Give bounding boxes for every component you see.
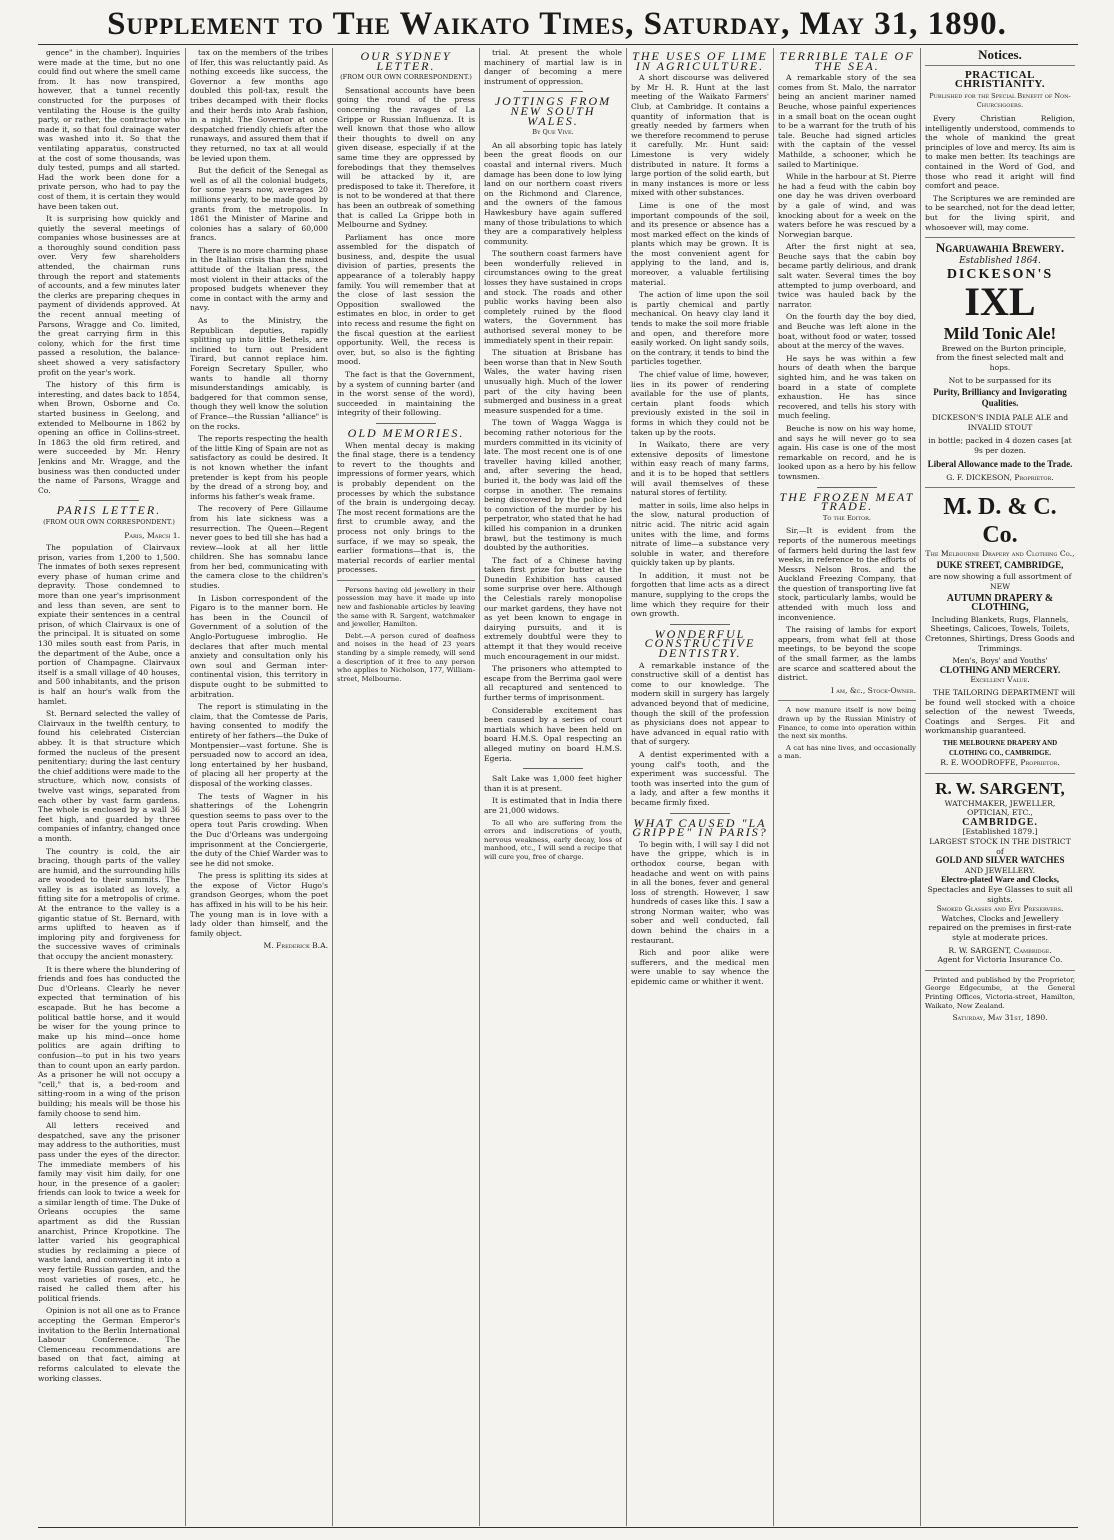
old-memories-heading: OLD MEMORIES. [347,425,465,440]
divider [523,768,583,769]
article-paragraph: To begin with, I will say I did not have the grippe, which is in orthodox course, began with headache and went on with pains in all the bones, fever and general loss of strength. However, I saw hundreds of cases like this. I saw a strong Norman waiter, who was sober and well conducted, fall down behind the chairs in a restaurant. [631,839,769,945]
article-paragraph: After the first night at sea, Beuche says that the cabin boy became partly delirious, and drank salt water. Several times the boy attempted to jump overboard, and twice was hauled back by the narrator. [778,242,916,309]
ad-text: Spectacles and Eye Glasses to suit all sights. [927,885,1073,904]
article-paragraph: The chief value of lime, however, lies in its power of rendering available for the use of plants, certain plant foods which previously existed in the soil in forms in which they could not be taken up by the roots. [631,370,769,437]
ad-text: [Established 1879.] [962,827,1038,837]
article-paragraph: St. Bernard selected the valley of Clairvaux in the twelfth century, to found his celebrated Cistercian abbey. It is that structure which formed the nucleus of the present penitentiary; during the last century the chief additions were made to the structure, which now, consists of twelve vast wings, separated from each other by vast farm gardens. The whole is enclosed by a wall 36 feet high, and guarded by three companies of infantry, changed once a month. [38,709,180,843]
article-paragraph: In Lisbon correspondent of the Figaro is to the manner born. He has been in the Council of Government of a solution of the Anglo-Portuguese imbroglio. He declares that after much mental anxiety and consultation only his own soul and German inter-continental vision, this territory in dispute ought to be submitted to arbitration. [190,593,328,699]
brewery-established: Established 1864. [959,255,1041,266]
article-paragraph: When mental decay is making the final stage, there is a tendency to revert to the thoughts and impressions of former years, which is probably dependent on the processes by which the substance of the brain is undergoing decay. The most recent formations are the first to crumble away, and the process not only brings to the surface, if we may so speak, the earlier formations—that is, the material records of earlier mental processes. [337,440,475,575]
ad-text: in bottle; packed in 4 dozen cases [at 9s per dozen. [928,436,1072,456]
column-divider [185,48,186,1526]
article-paragraph: A remarkable story of the sea comes from St. Malo, the narrator being an ancient mariner named Beuche, whose painful experiences in a small boat on the ocean ought to be a warrant for the truth of his tale. Beuche had signed articles with the captain of the vessel Mathilde, a schooner, which he sailed to Martinique. [778,73,916,169]
article-paragraph: The report is stimulating in the claim, that the Comtesse de Paris, having consented to modify the entirety of her fathers—the Duke of Montpensier—vast fortune. She is persuaded now to accord an idea, long entertained by her husband, of placing all her property at the disposal of the working classes. [190,702,328,788]
lime-heading: THE USES OF LIME IN AGRICULTURE. [632,49,768,73]
ad-text: R. W. SARGENT, Cambridge. [948,945,1052,955]
article-paragraph: The fact of a Chinese having taken first prize for butter at the Dunedin Exhibition has caused some surprise over here. Although the Celestials rarely monopolise our market gardens, they have not as yet been known to engage in dairying pursuits, and it is extremely doubtful were they to attempt it that they would receive much encouragement in our midst. [484,555,622,661]
footer-rule [38,1527,1078,1528]
article-paragraph: The reports respecting the health of the little King of Spain are not as satisfactory as could be desired. It is not known whether the infant pretender is kept from his people by the dread of a strong boy, and informs his father's weak frame. [190,434,328,501]
ad-text: Excellent Value. [970,675,1030,685]
article-paragraph: A short discourse was delivered by Mr H. R. Hunt at the last meeting of the Waikato Farmers' Club, at Cambridge. It contains a quantity of information that is greatly needed by farmers when we therefore recommend to peruse it carefully. Mr. Hunt said: Limestone is very widely distributed in nature. It forms a large portion of the solid earth, but in many instances is more or less mixed with other substances. [631,73,769,198]
ad-text-bold: Purity, Brilliancy and Invigorating Qualities. [933,387,1067,409]
ad-text: DICKESON'S INDIA PALE ALE and INVALID STOUT [931,413,1069,432]
ad-text-bold: GOLD AND SILVER WATCHES [935,855,1065,866]
column-2 [190,48,328,1526]
article-paragraph: While in the harbour at St. Pierre he had a feud with the cabin boy one day he was driven overboard by a gale of wind, and was knocking about for a week on the waters before he was rescued by a Norwegian barque. [778,172,916,239]
article-paragraph: He says he was within a few hours of death when the barque sighted him, and he was taken on board in a state of complete exhaustion. He has since recovered, and tells his story with much feeling. [778,353,916,421]
article-signature: M. Frederick B.A. [263,941,328,951]
ad-text-bold: Electro-plated Ware and Clocks, [940,874,1060,885]
ad-text: AND JEWELLERY. [964,865,1036,875]
column-divider [626,48,627,1526]
article-paragraph: The tests of Wagner in his shatterings of the Lohengrin question seems to pass over to the opera tout Paris crowding. When the Duc d'Orleans was undergoing imprisonment at the Conciergerie, the duty of the Chief Warder was to see he did not smoke. [190,791,328,868]
divider [925,773,1075,774]
frozen-meat-heading: THE FROZEN MEAT TRADE. [779,489,915,514]
article-signature: I am, &c., Stock-Owner. [830,685,916,695]
article-paragraph: trial. At present the whole machinery of martial law is in danger of becoming a mere instrument of oppression. [484,48,622,86]
practical-christianity-title: PRACTICAL CHRISTIANITY. [954,68,1046,91]
article-paragraph: tax on the members of the tribes of Ifer, this was reluctantly paid. As nothing exceeds like success, the Governor a few months ago doubled this poll-tax, result the tribes decamped with their flocks and their herds into Arab fashion, in a night. The Governor at once despatched friendly chiefs after the runaways, and assured them that if they returned, no tax at all would be levied upon them. [190,48,328,163]
notice-paragraph: The Scriptures we are reminded are to be searched, not for the dead letter, but for the living spirit, and whosoever will, may come. [925,193,1075,232]
ixl-logo-text: IXL [964,278,1036,324]
notice-paragraph: Persons having old jewellery in their possession may have it made up into new and fashionable articles by leaving the same with R. Sargent, watchmaker and jeweller, Hamilton. [337,585,475,629]
ad-text-bold: CLOTHING AND MERCERY. [939,664,1061,675]
sargent-title: R. W. SARGENT, [935,778,1065,798]
divider [670,813,730,814]
ad-text: Brewed on the Burton principle, from the finest selected malt and hops. [936,343,1067,373]
ad-text: of [996,846,1004,856]
divider [670,624,730,625]
sydney-letter-byline: (FROM OUR OWN CORRESPONDENT.) [340,73,472,82]
article-paragraph: As to the Ministry, the Republican deputies, rapidly splitting up into little Bethels, are inclined to turn out President Tirard, but cannot replace him. Foreign Secretary Spuller, who wants to handle all thorny misunderstandings amicably, is badgered for that common sense, though they well know the solution of France—the Russian "alliance" is on the rocks. [190,316,328,431]
mild-tonic-ale: Mild Tonic Ale! [943,323,1057,343]
divider [925,970,1075,971]
notice-paragraph: To all who are suffering from the errors and indiscretions of youth, nervous weakness, early decay, loss of manhood, etc., I will send a recipe that will cure you, free of charge. [484,818,622,861]
sydney-letter-heading: OUR SYDNEY LETTER. [360,49,452,73]
article-paragraph: There is no more charming phase in the Italian crisis than the mixed attitude of the Italian press, the most violent in their attacks of the proposed budgets whenever they come in contact with the army and navy. [190,245,328,313]
article-paragraph: It is there where the blundering of friends and foes has conducted the Duc d'Orleans. Clearly he never expected that termination of his escapade. But he has become a political battle horse, and it would be wiser for the young prince to make up his mind—once home politics are again drifting to confusion—to put in his two years than to count upon an early pardon. As a prisoner he will not occupy a "cell," that is, a bed-room and sitting-room in a wing of the prison building; his meals will be those his family choose to send him. [38,964,180,1118]
divider [376,423,436,424]
ad-text: Not to be surpassed for its [948,375,1052,385]
divider [925,65,1075,66]
article-paragraph: Rich and poor alike were sufferers, and the medical men were unable to say whence the epidemic came or whither it went. [631,948,769,987]
article-paragraph: The recovery of Pere Gillaume from his late sickness was a resurrection. The Queen—Regent never goes to bed till she has had a review—look at all her little children. She has somnabu lance from her bed, communicating with the camera close to the children's studies. [190,504,328,591]
article-paragraph: The country is cold, the air bracing, though parts of the valley are humid, and the surrounding hills are wooded to their summits. The valley is as isolated as lovely, a fitting site for a metropolis of crime. At the entrance to the valley is a gigantic statue of St. Bernard, with arms uplifted to heaven as if imploring pity and forgiveness for the successive waves of criminals that occupy the ancient monastery. [38,846,180,962]
ad-text: Including Blankets, Rugs, Flannels, Sheetings, Calicoes, Towels, Toilets, Cretonnes, Shirtings, Dress Goods and Trimmings. [925,614,1075,653]
article-paragraph: The fact is that the Government, by a system of cunning barter (and in the worst sense of the word), succeeded in maintaining the integrity of their following. [337,370,475,418]
ad-text: R. E. WOODROFFE, Proprietor. [940,758,1060,768]
sea-tale-heading: TERRIBLE TALE OF THE SEA. [779,49,915,73]
article-paragraph: Beuche is now on his way home, and says he will never go to sea again. His case is one of the most remarkable on record, and he is looked upon as a hero by his fellow townsmen. [778,423,916,481]
ad-text: The Melbourne Drapery and Clothing Co., [925,549,1075,559]
ad-text: NEW [990,582,1010,591]
masthead-title: Supplement to The Waikato Times, Saturday, May 31, 1890. [107,6,1007,42]
article-paragraph: In addition, it must not be forgotten that lime acts as a direct manure, supplying to the crops the lime which they require for their own growth. [631,570,769,619]
ad-text-bold: Liberal Allowance made to the Trade. [927,458,1073,469]
article-paragraph: Parliament has once more assembled for the dispatch of business, and, despite the usual division of parties, presents the appearance of a tolerably happy family. You will remember that at the close of last session the Opposition swallowed the estimates en bloc, in order to get into recess and resume the fight on the fiscal question at the earliest opportunity. Well, the recess is over, but, so also is the fighting mood. [337,232,475,367]
practical-christianity-sub: Published for the Special Benefit of Non-Churchgoers. [929,91,1071,110]
column-6 [778,48,916,1526]
ad-text-bold: THE MELBOURNE DRAPERY AND CLOTHING CO., CAMBRIDGE. [942,738,1058,757]
column-3 [337,48,475,1526]
masthead-rule [38,44,1078,45]
jottings-byline: By Que Vive. [532,128,574,137]
article-paragraph: matter in soils, lime also helps in the slow, natural production of nitric acid. The nitric acid again unites with the lime, and forms nitrate of lime—a substance very soluble in water, and therefore quickly taken up by plants. [631,500,769,568]
column-5 [631,48,769,1526]
article-paragraph: The history of this firm is interesting, and dates back to 1854, when Brown, Osborne and Co. started business in Geelong, and extended to Melbourne in 1862 by opening an office in Collins-street. In 1863 the old firm retired, and were succeeded by Mr. Henry Jenkins and Mr. Wragge, and the business was then conducted under the name of Parsons, Wragge and Co. [38,380,180,495]
ad-text: Men's, Boys' and Youths' [952,656,1048,666]
article-paragraph: Lime is one of the most important compounds of the soil, and its presence or absence has a most marked effect on the kinds of plants which may be grown. It is the most convenient agent for applying to the land, and is, moreover, a valuable fertilising material. [631,200,769,287]
mdc-logo-text: M. D. & C. Co. [943,494,1057,549]
article-paragraph: The situation at Brisbane has been worse than that in New South Wales, the water having risen unusually high. Much of the lower part of the city having been submerged and business in a great measure suspended for a time. [484,348,622,415]
ad-text-bold: CAMBRIDGE. [962,816,1038,828]
column-divider [332,48,333,1526]
divider [925,487,1075,488]
ad-text-bold: DUKE STREET, CAMBRIDGE, [936,559,1064,570]
ad-text: Watches, Clocks and Jewellery repaired on the premises in first-rate style at moderate prices. [928,913,1072,942]
article-paragraph: The population of Clairvaux prison, varies from 1,200 to 1,500. The inmates of both sexes represent every phase of human crime and depravity. Those condemned to more than one year's imprisonment and less than seven, are sent to expiate their sentences in a central prison, of which Clairvaux is one of the principal. It is situated on some 130 miles south east from Paris, in the department of the Aube, once a portion of Champagne. Clairvaux itself is a small village of 40 houses, and 500 inhabitants, and the prison is half an hour's walk from the hamlet. [38,543,180,706]
grippe-heading: WHAT CAUSED "LA GRIPPE" IN PARIS? [632,815,768,840]
article-paragraph: The press is splitting its sides at the expose of Victor Hugo's grandson Georges, whom the poet has affixed in his will to be his heir. The young man is in love with a lady older than himself, and the family object. [190,871,328,938]
article-paragraph: But the deficit of the Senegal as well as of all the colonial budgets, for some years now, averages 20 millions yearly, to be made good by grants from the metropolis. In 1861 the Minister of Marine and colonies has a salary of 60,000 francs. [190,166,328,243]
ad-text: Agent for Victoria Insurance Co. [937,955,1063,965]
column-divider [920,48,921,1526]
masthead [0,0,1114,46]
divider [79,500,139,501]
article-paragraph: gence" in the chamber). Inquiries were made at the time, but no one could find out where the smell came from. It has now transpired, however, that a tunnel recently constructed for the purposes of ventilating the House is the guilty party, or rather, the contractor who made it, so that foul drainage water was washed into it. So that the ventilating apparatus, constructed at the cost of some thousands, was duly tested, pumps and all started. Had the work been done for a private person, who had to pay the cost of them, it is certain they would have been taken out. [38,48,180,211]
article-paragraph: The town of Wagga Wagga is becoming rather notorious for the murders committed in its vicinity of late. The most recent one is of one traveller having killed another, and, after severing the head, buried it, the body was laid off the corpse in another. The remains being discovered by the police led to conviction of the murder by his perpetrator, who stated that he had killed his companion in a drunken brawl, but the testimony is much doubted by the authorities. [484,418,622,553]
imprint: Printed and published by the Proprietor, George Edgecumbe, at the General Printing Offices, Victoria-street, Hamilton, Waikato, New Zealand. [925,975,1075,1010]
ad-text: Smoked Glasses and Eye Preservers. [936,904,1064,914]
column-divider [479,48,480,1526]
divider [523,91,583,92]
article-paragraph: In Waikato, there are very extensive deposits of limestone within easy reach of many farms, and it is to be hoped that settlers will avail themselves of these natural stores of fertility. [631,440,769,498]
article-paragraph: A dentist experimented with a young calf's tooth, and the experiment was successful. The tooth was inserted into the gum of a lady, and after a few months it became firmly fixed. [631,749,769,807]
notice-paragraph: A new manure itself is now being drawn up by the Russian Ministry of Finance, to come into operation within the next six months. [778,706,916,741]
divider [778,700,916,701]
ad-text: are now showing a full assortment of [928,572,1072,582]
article-paragraph: Considerable excitement has been caused by a series of court martials which have been held on board H.M.S. Opal respecting an alleged mutiny on board H.M.S. Egeria. [484,705,622,763]
ad-text-bold: AUTUMN DRAPERY & CLOTHING, [946,592,1054,614]
article-paragraph: A remarkable instance of the constructive skill of a dentist has come to our knowledge. The modern skill in surgery has largely advanced beyond that of medicine, though the skill of the profession as physicians does not appear to have advanced in equal ratio with that of surgery. [631,660,769,747]
imprint-date: Saturday, May 31st, 1890. [952,1013,1048,1023]
article-paragraph: It is estimated that in India there are 21,000 widows. [484,796,622,815]
notice-paragraph: A cat has nine lives, and occasionally a man. [778,743,916,761]
divider [337,580,475,581]
article-paragraph: Opinion is not all one as to France accepting the German Emperor's invitation to the Berlin International Labour Conference. The Clemenceau recommendations are based on that fact, aiming at reforms calculated to elevate the working classes. [38,1306,180,1383]
ad-text: THE TAILORING DEPARTMENT will be found well stocked with a choice selection of the newest Tweeds, Coatings and Serges. Fit and workmanship guaranteed. [925,687,1075,736]
notices-column [925,48,1075,1526]
article-paragraph: Sir,—It is evident from the reports of the numerous meetings of farmers held during the last few weeks, in reference to the efforts of Messrs Nelson Bros. and the Auckland Freezing Company, that the question of transporting live fat stock, particularly lambs, would be attended with much loss and inconvenience. [778,526,916,622]
column-divider [773,48,774,1526]
ad-text: G. F. DICKESON, Proprietor. [946,472,1054,482]
article-paragraph: The raising of lambs for export appears, from what fell at those meetings, to be beyond the scope of the small farmer, as the lambs are scarce and scattered about the district. [778,625,916,683]
divider [925,237,1075,238]
column-1 [38,48,180,1526]
article-paragraph: Sensational accounts have been going the round of the press concerning the ravages of La Grippe or Russian Influenza. It is well known that those who allow their thoughts to dwell on any given disease, especially if at the same time they are oppressed by forebodings that they themselves will be attacked by it, are predisposed to take it. Therefore, it is not to be wondered at that there has been an outbreak of something that is called La Grippe both in Melbourne and Sydney. [337,85,475,230]
notices-heading: Notices. [978,48,1022,62]
dentistry-heading: WONDERFUL CONSTRUCTIVE DENTISTRY. [644,626,756,661]
dickeson-title: DICKESON'S [946,267,1054,283]
paris-letter-byline: (FROM OUR OWN CORRESPONDENT.) [43,517,175,526]
ad-text: WATCHMAKER, JEWELLER, OPTICIAN, ETC., [944,798,1056,818]
notice-paragraph: Every Christian Religion, intelligently understood, commends to the whole of mankind the great principles of love and mercy. Its aim is to make men better. Its teachings are contained in the Word of God, and those who read it aright will find comfort and peace. [925,113,1075,191]
notice-paragraph: Debt.—A person cured of deafness and noises in the head of 23 years standing by a simple remedy, will send a description of it free to any person who applies to Nicholson, 177, William-street, Melbourne. [337,631,475,683]
column-4 [484,48,622,1526]
article-paragraph: The prisoners who attempted to escape from the Berrima gaol were all recaptured and sentenced to further terms of imprisonment. [484,664,622,702]
article-paragraph: The action of lime upon the soil is partly chemical and partly mechanical. On heavy clay land it tends to make the soil more friable and open, and therefore more easily worked. On light sandy soils, on the contrary, it tends to bind the particles together. [631,290,769,367]
jottings-heading: JOTTINGS FROM NEW SOUTH WALES. [494,94,612,128]
article-paragraph: Salt Lake was 1,000 feet higher than it is at present. [484,774,622,793]
paris-letter-dateline: Paris, March 1. [124,530,180,540]
article-paragraph: All letters received and despatched, save any the prisoner may address to the authorities, must pass under the eyes of the director. The immediate members of his family may visit him daily, for one hour, in the presence of a gaoler; friends can look to twice a week for a similar length of time. The Duke of Orleans occupies the same apartment as did the Russian anarchist, Prince Kropotkine. The latter varied his geographical studies by reclaiming a piece of waste land, and converting it into a very fertile Russian garden, and the most varieties of roses, etc., he raised he called them after his political friends. [38,1121,180,1303]
brewery-title: Ngaruawahia Brewery. [935,240,1065,256]
article-paragraph: On the fourth day the boy died, and Beuche was left alone in the boat, without food or water, tossed about at the mercy of the waves. [778,312,916,351]
paris-letter-heading: PARIS LETTER. [56,503,162,518]
article-paragraph: An all absorbing topic has lately been the great floods on our coastal and internal rivers. Much damage has been done to low lying land on our northern coast rivers on the Richmond and Clarence, and the owners of the famous Hawkesbury have again suffered many of those tribulations to which they are a comparatively helpless community. [484,140,622,246]
article-paragraph: The southern coast farmers have been wonderfully relieved in circumstances owing to the great losses they have sustained in crops and stock. The roads and other public works having been also completely ruined by the flood waters, the Government has authorised several money to be immediately spent in their repair. [484,249,622,345]
divider [817,487,877,488]
frozen-meat-salutation: To the Editor. [823,513,871,522]
ad-text: LARGEST STOCK IN THE DISTRICT [929,837,1071,847]
article-paragraph: It is surprising how quickly and quietly the several meetings of companies whose businesses are at a thoroughly sound condition pass over. Very few shareholders attended, the chairman runs through the report and statements of accounts, and a few minutes later the clerks are preparing cheques in payment of dividends approved. At the recent annual meeting of Parsons, Wragge and Co. limited, the great carrying firm in this colony, which for the first time passed a resolution, the balance-sheet showed a very satisfactory profit on the year's work. [38,214,180,377]
